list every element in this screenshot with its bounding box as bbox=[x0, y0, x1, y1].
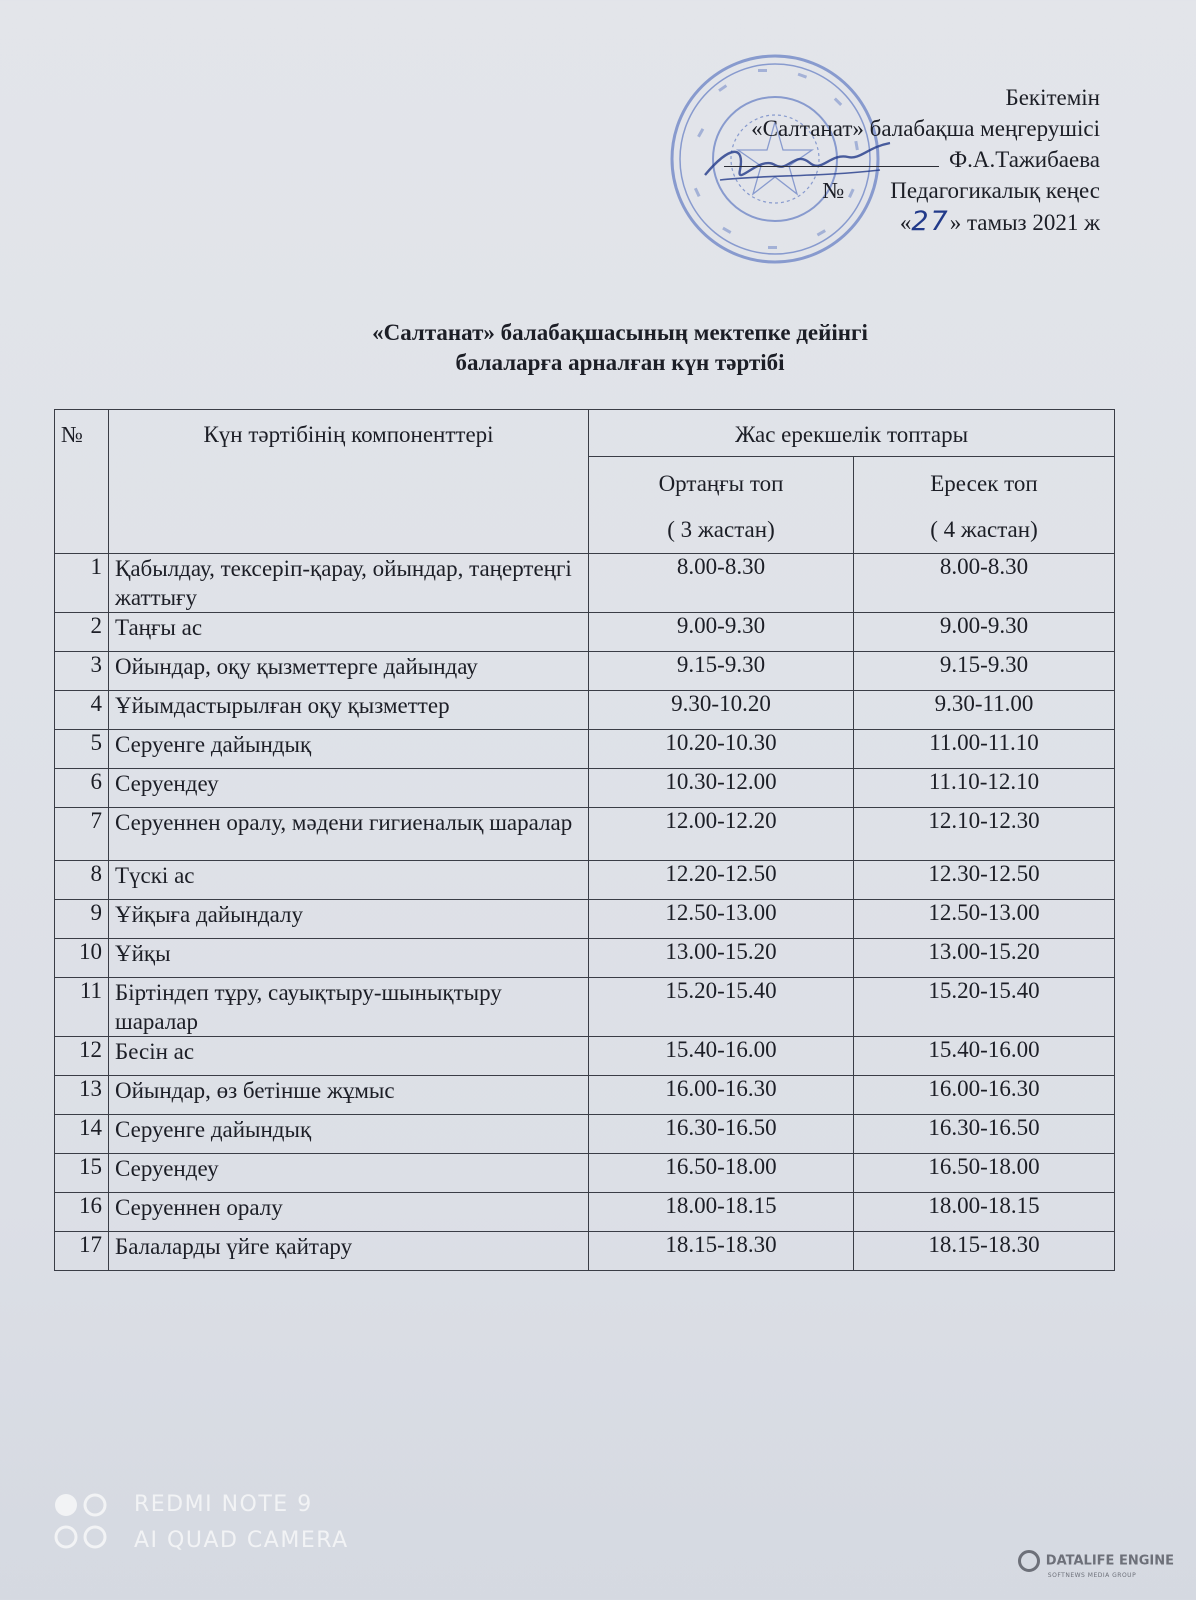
table-row bbox=[55, 861, 1115, 900]
date-day-handwritten: 27 bbox=[911, 206, 950, 237]
row-component: Серуеннен оралу bbox=[109, 1193, 589, 1232]
row-number: 9 bbox=[55, 900, 109, 939]
row-senior-time: 18.00-18.15 bbox=[854, 1193, 1115, 1232]
row-number: 16 bbox=[55, 1193, 109, 1232]
row-number: 10 bbox=[55, 939, 109, 978]
table-row bbox=[55, 1232, 1115, 1271]
row-component: Ойындар, өз бетінше жұмыс bbox=[109, 1076, 589, 1115]
date-open-quote: « bbox=[899, 210, 912, 235]
camera-type: AI QUAD CAMERA bbox=[134, 1528, 349, 1553]
senior-group-label: Ересек топ bbox=[930, 471, 1038, 496]
table-row bbox=[55, 769, 1115, 808]
document-title bbox=[0, 318, 1196, 378]
title-line-2: балаларға арналған күн тәртібі bbox=[455, 350, 785, 375]
row-senior-time: 16.00-16.30 bbox=[854, 1076, 1115, 1115]
title-line-1: «Салтанат» балабақшасының мектепке дейінгі bbox=[372, 320, 868, 345]
table-row bbox=[55, 900, 1115, 939]
row-component: Ойындар, оқу қызметтерге дайындау bbox=[109, 652, 589, 691]
row-senior-time: 11.00-11.10 bbox=[854, 730, 1115, 769]
row-component: Ұйқы bbox=[109, 939, 589, 978]
row-component: Серуенге дайындық bbox=[109, 1115, 589, 1154]
camera-dots-logo-icon bbox=[52, 1491, 110, 1555]
table-row bbox=[55, 978, 1115, 1037]
row-middle-time: 10.30-12.00 bbox=[589, 769, 854, 808]
row-senior-time: 12.10-12.30 bbox=[854, 808, 1115, 861]
table-row bbox=[55, 1193, 1115, 1232]
row-senior-time: 9.30-11.00 bbox=[854, 691, 1115, 730]
middle-group-age: ( 3 жастан) bbox=[667, 517, 775, 542]
row-senior-time: 15.20-15.40 bbox=[854, 978, 1115, 1037]
middle-group-label: Ортаңғы топ bbox=[658, 471, 784, 496]
table-row bbox=[55, 554, 1115, 613]
row-number: 3 bbox=[55, 652, 109, 691]
row-senior-time: 12.50-13.00 bbox=[854, 900, 1115, 939]
row-middle-time: 13.00-15.20 bbox=[589, 939, 854, 978]
row-senior-time: 15.40-16.00 bbox=[854, 1037, 1115, 1076]
row-component: Түскі ас bbox=[109, 861, 589, 900]
row-senior-time: 18.15-18.30 bbox=[854, 1232, 1115, 1271]
senior-group-age: ( 4 жастан) bbox=[930, 517, 1038, 542]
camera-watermark-text bbox=[134, 1487, 349, 1559]
row-middle-time: 16.00-16.30 bbox=[589, 1076, 854, 1115]
table-row bbox=[55, 1154, 1115, 1193]
row-middle-time: 16.30-16.50 bbox=[589, 1115, 854, 1154]
row-number: 15 bbox=[55, 1154, 109, 1193]
row-component: Ұйымдастырылған оқу қызметтер bbox=[109, 691, 589, 730]
row-senior-time: 12.30-12.50 bbox=[854, 861, 1115, 900]
row-senior-time: 13.00-15.20 bbox=[854, 939, 1115, 978]
row-middle-time: 12.50-13.00 bbox=[589, 900, 854, 939]
row-component: Серуеннен оралу, мәдени гигиеналық шаралар bbox=[109, 808, 589, 861]
table-row bbox=[55, 1076, 1115, 1115]
row-senior-time: 8.00-8.30 bbox=[854, 554, 1115, 613]
approval-block bbox=[724, 82, 1100, 238]
row-number: 17 bbox=[55, 1232, 109, 1271]
row-component: Серуендеу bbox=[109, 1154, 589, 1193]
row-middle-time: 18.00-18.15 bbox=[589, 1193, 854, 1232]
row-component: Таңғы ас bbox=[109, 613, 589, 652]
approval-date bbox=[724, 206, 1100, 238]
council-label: Педагогикалық кеңес bbox=[890, 178, 1100, 203]
engine-name: DATALIFE ENGINE bbox=[1045, 1553, 1174, 1569]
header-age-groups: Жас ерекшелік топтары bbox=[589, 410, 1115, 457]
table-row bbox=[55, 652, 1115, 691]
row-component: Серуенге дайындық bbox=[109, 730, 589, 769]
table-row bbox=[55, 939, 1115, 978]
camera-model: REDMI NOTE 9 bbox=[134, 1492, 313, 1517]
row-number: 7 bbox=[55, 808, 109, 861]
row-component: Серуендеу bbox=[109, 769, 589, 808]
signature-underline bbox=[724, 166, 939, 167]
row-middle-time: 9.30-10.20 bbox=[589, 691, 854, 730]
row-component: Ұйқыға дайындалу bbox=[109, 900, 589, 939]
approval-signature-line bbox=[724, 144, 1100, 175]
row-number: 11 bbox=[55, 978, 109, 1037]
table-row bbox=[55, 1115, 1115, 1154]
row-number: 12 bbox=[55, 1037, 109, 1076]
row-number: 5 bbox=[55, 730, 109, 769]
header-components: Күн тәртібінің компоненттері bbox=[109, 410, 589, 554]
row-middle-time: 9.00-9.30 bbox=[589, 613, 854, 652]
row-number: 14 bbox=[55, 1115, 109, 1154]
row-number: 1 bbox=[55, 554, 109, 613]
header-number: № bbox=[55, 410, 109, 554]
row-number: 13 bbox=[55, 1076, 109, 1115]
row-senior-time: 9.00-9.30 bbox=[854, 613, 1115, 652]
row-middle-time: 9.15-9.30 bbox=[589, 652, 854, 691]
row-component: Біртіндеп тұру, сауықтыру-шынықтыру шаралар bbox=[109, 978, 589, 1037]
row-component: Бесін ас bbox=[109, 1037, 589, 1076]
row-senior-time: 16.30-16.50 bbox=[854, 1115, 1115, 1154]
engine-subtitle: SOFTNEWS MEDIA GROUP bbox=[1047, 1572, 1137, 1579]
datalife-engine-watermark bbox=[1018, 1550, 1174, 1579]
table-row bbox=[55, 613, 1115, 652]
row-senior-time: 16.50-18.00 bbox=[854, 1154, 1115, 1193]
approval-council bbox=[724, 175, 1100, 206]
table-row bbox=[55, 1037, 1115, 1076]
schedule-body bbox=[55, 554, 1115, 1271]
row-middle-time: 8.00-8.30 bbox=[589, 554, 854, 613]
table-row bbox=[55, 730, 1115, 769]
header-senior-group bbox=[854, 457, 1115, 554]
date-rest: » тамыз 2021 ж bbox=[949, 210, 1100, 235]
datalife-engine-logo-icon bbox=[1018, 1550, 1040, 1572]
row-middle-time: 15.20-15.40 bbox=[589, 978, 854, 1037]
header-middle-group bbox=[589, 457, 854, 554]
daily-schedule-table bbox=[54, 409, 1115, 1271]
row-number: 6 bbox=[55, 769, 109, 808]
council-number-sign: № bbox=[822, 178, 845, 203]
row-middle-time: 12.20-12.50 bbox=[589, 861, 854, 900]
row-middle-time: 10.20-10.30 bbox=[589, 730, 854, 769]
table-row bbox=[55, 691, 1115, 730]
row-middle-time: 18.15-18.30 bbox=[589, 1232, 854, 1271]
approver-name: Ф.А.Тажибаева bbox=[948, 147, 1100, 172]
row-number: 2 bbox=[55, 613, 109, 652]
row-middle-time: 12.00-12.20 bbox=[589, 808, 854, 861]
row-middle-time: 16.50-18.00 bbox=[589, 1154, 854, 1193]
row-number: 4 bbox=[55, 691, 109, 730]
approval-heading: Бекітемін bbox=[1005, 85, 1100, 110]
row-senior-time: 11.10-12.10 bbox=[854, 769, 1115, 808]
table-row bbox=[55, 808, 1115, 861]
row-senior-time: 9.15-9.30 bbox=[854, 652, 1115, 691]
row-number: 8 bbox=[55, 861, 109, 900]
row-middle-time: 15.40-16.00 bbox=[589, 1037, 854, 1076]
row-component: Қабылдау, тексеріп-қарау, ойындар, таңертеңгі жаттығу bbox=[109, 554, 589, 613]
approval-position: «Салтанат» балабақша меңгерушісі bbox=[751, 116, 1100, 141]
row-component: Балаларды үйге қайтару bbox=[109, 1232, 589, 1271]
